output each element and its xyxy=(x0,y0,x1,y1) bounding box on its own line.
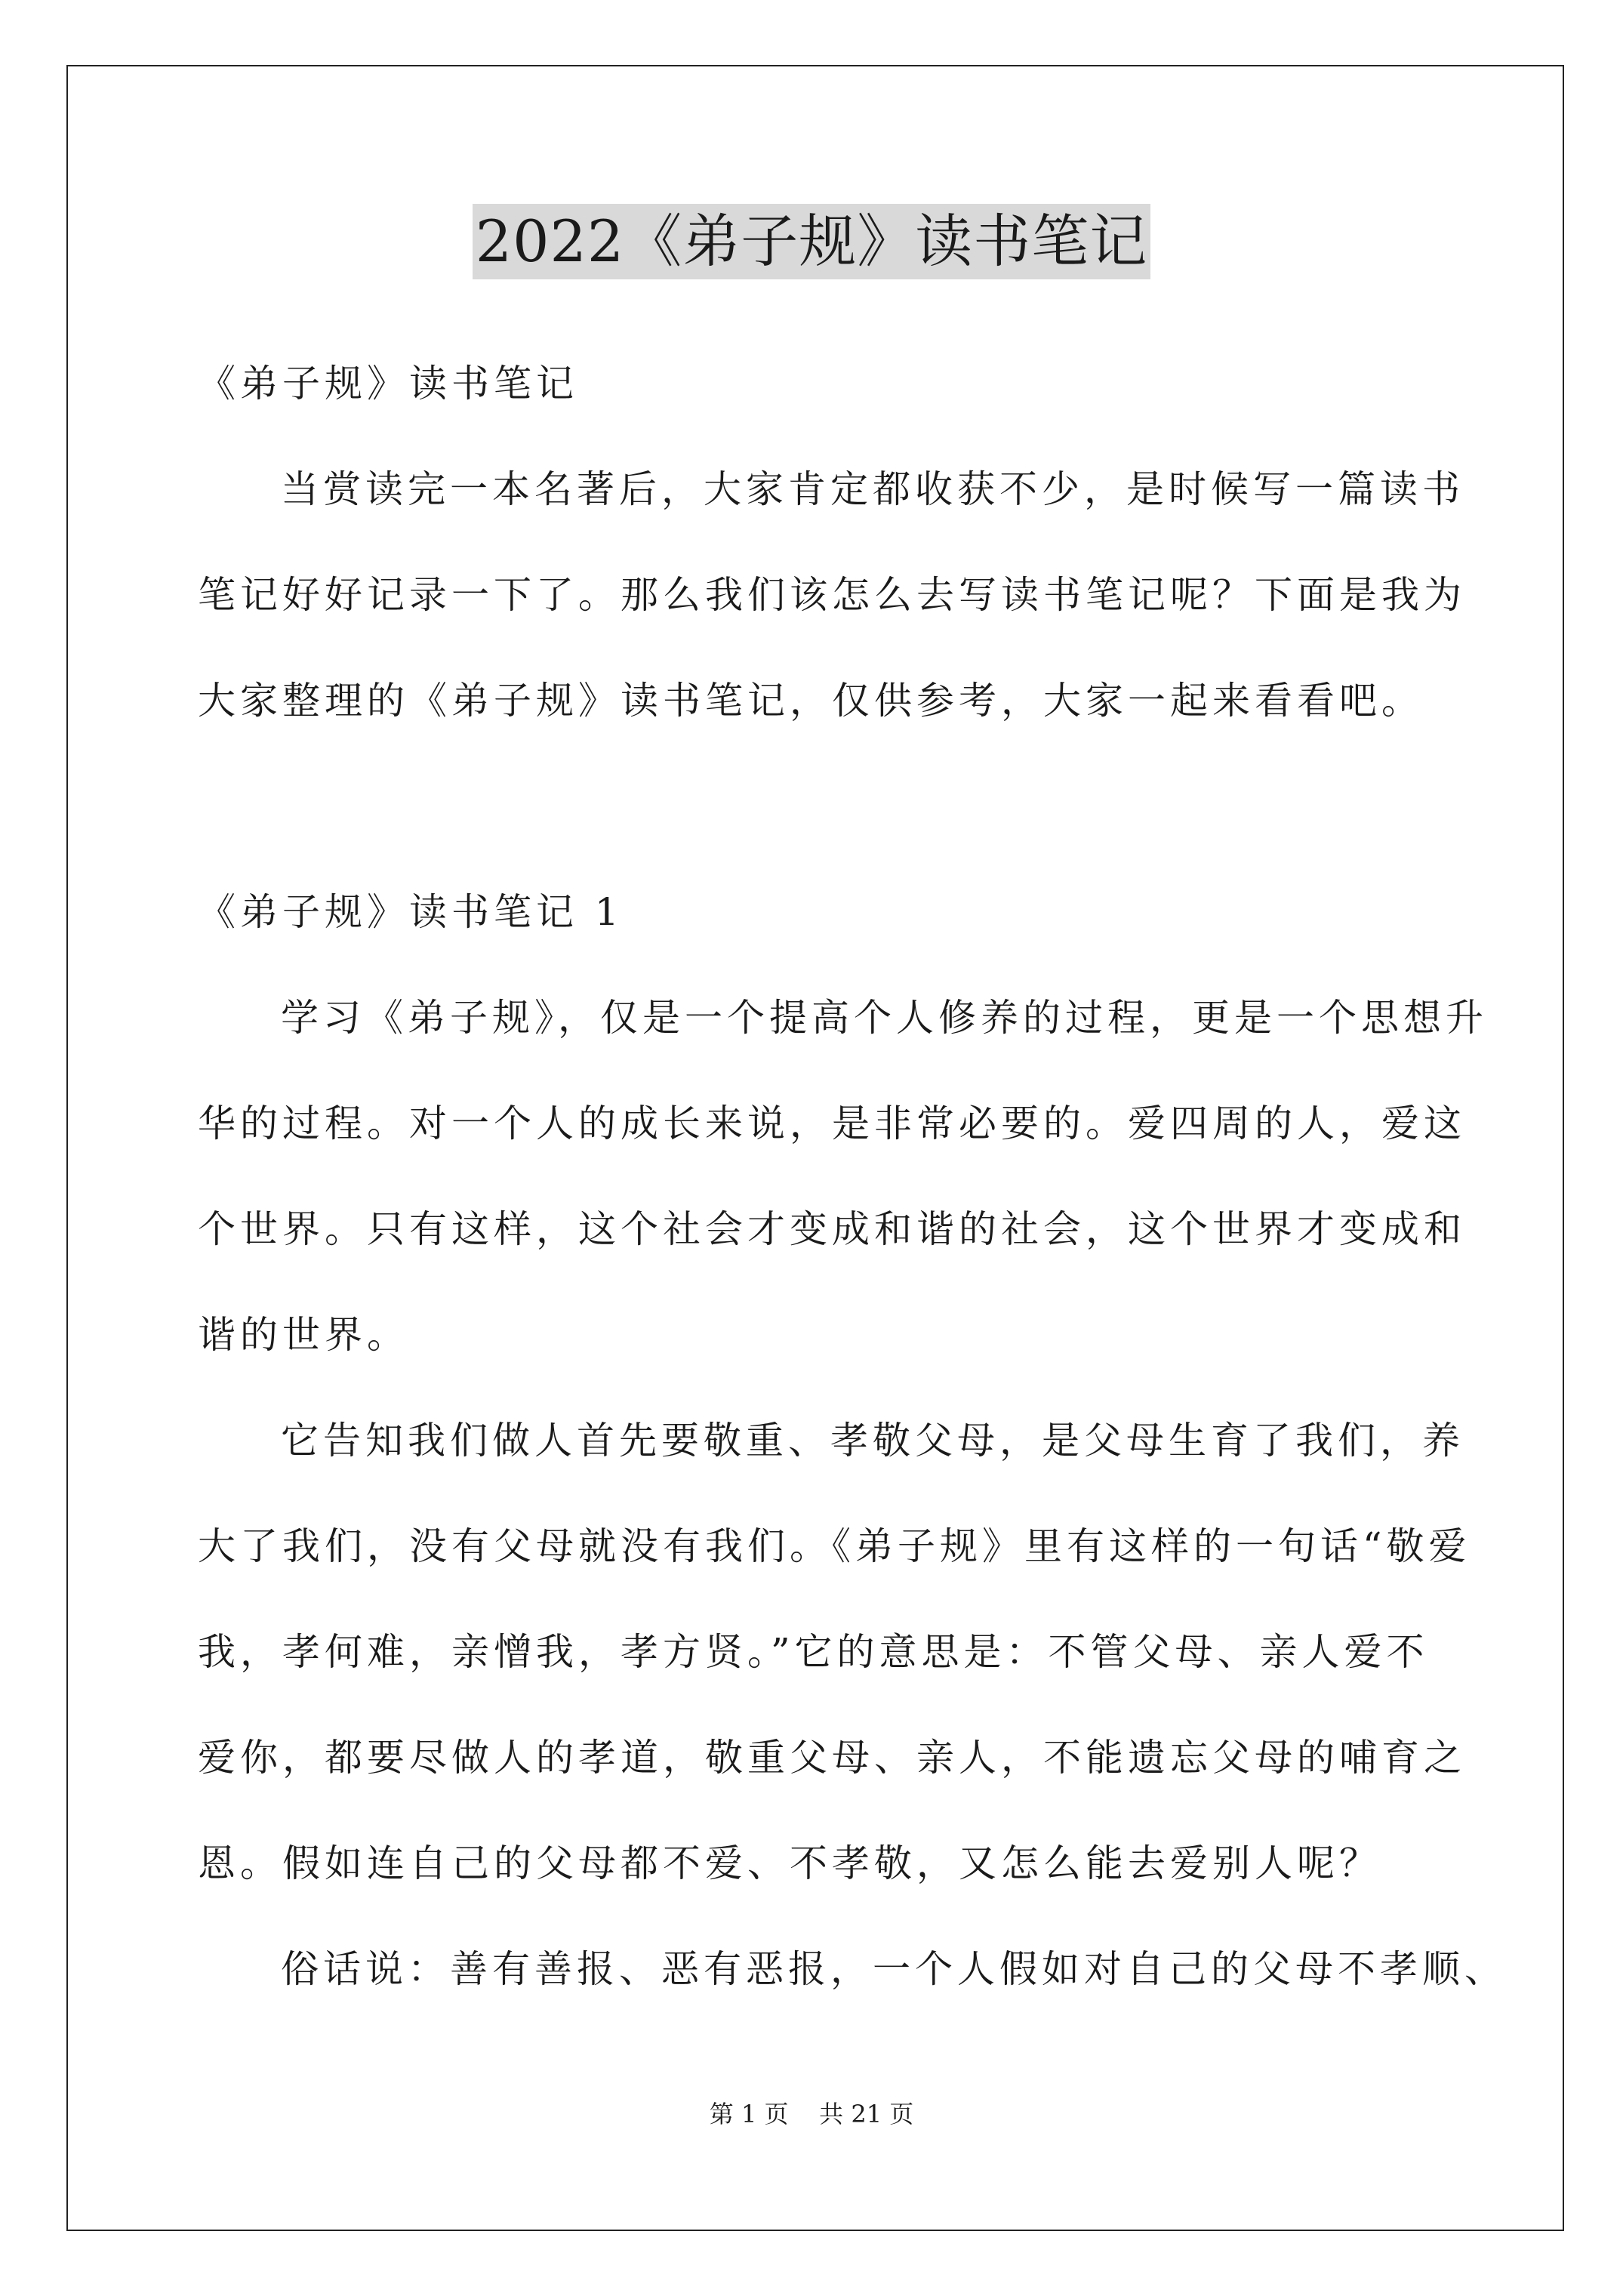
paragraph-line: 华的过程。对一个人的成长来说，是非常必要的。爱四周的人，爱这 xyxy=(198,1102,1466,1145)
page-number: 第 1 页 共 21 页 xyxy=(709,2100,914,2128)
paragraph-line: 学习《弟子规》，仅是一个提高个人修养的过程，更是一个思想升 xyxy=(281,996,1488,1040)
paragraph-line: 大了我们，没有父母就没有我们。《弟子规》里有这样的一句话“敬爱 xyxy=(198,1524,1471,1568)
paragraph-line: 大家整理的《弟子规》读书笔记，仅供参考，大家一起来看看吧。 xyxy=(198,679,1424,723)
paragraph-line: 个世界。只有这样，这个社会才变成和谐的社会，这个世界才变成和 xyxy=(198,1207,1466,1251)
paragraph-line: 我，孝何难，亲憎我，孝方贤。”它的意思是：不管父母、亲人爱不 xyxy=(198,1630,1429,1674)
paragraph-line: 它告知我们做人首先要敬重、孝敬父母，是父母生育了我们，养 xyxy=(281,1419,1464,1462)
paragraph-line: 恩。假如连自己的父母都不爱、不孝敬，又怎么能去爱别人呢？ xyxy=(198,1841,1381,1885)
title-container xyxy=(0,204,1623,279)
paragraph-line: 当赏读完一本名著后，大家肯定都收获不少，是时候写一篇读书 xyxy=(281,467,1464,511)
paragraph-line: 笔记好好记录一下了。那么我们该怎么去写读书笔记呢？下面是我为 xyxy=(198,573,1466,617)
paragraph-line: 俗话说：善有善报、恶有恶报，一个人假如对自己的父母不孝顺、 xyxy=(281,1947,1507,1991)
document-title: 2022《弟子规》读书笔记 xyxy=(473,204,1150,279)
paragraph-line: 爱你，都要尽做人的孝道，敬重父母、亲人，不能遗忘父母的哺育之 xyxy=(198,1736,1466,1780)
section-heading: 《弟子规》读书笔记 1 xyxy=(198,890,624,934)
paragraph-line: 谐的世界。 xyxy=(198,1313,409,1357)
section-heading: 《弟子规》读书笔记 xyxy=(198,362,578,405)
